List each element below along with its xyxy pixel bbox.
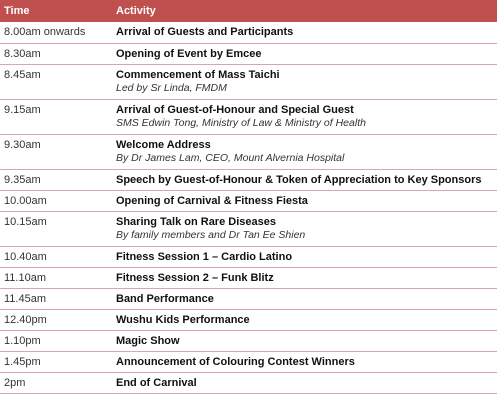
table-row (0, 288, 497, 309)
table-row (0, 134, 497, 169)
activity-subtitle: SMS Edwin Tong, Ministry of Law & Ministry of Health (116, 116, 366, 129)
activity-title: Fitness Session 1 – Cardio Latino (116, 250, 293, 263)
row-activity (108, 211, 497, 246)
table-row (0, 169, 497, 190)
table-row (0, 246, 497, 267)
row-time: 2pm (0, 372, 108, 393)
schedule-body (0, 22, 497, 393)
row-activity (108, 372, 497, 393)
row-time: 11.45am (0, 288, 108, 309)
schedule-header (0, 0, 497, 22)
activity-title: Opening of Event by Emcee (116, 47, 262, 60)
row-time: 11.10am (0, 267, 108, 288)
row-activity (108, 246, 497, 267)
row-time: 8.30am (0, 43, 108, 64)
activity-title: Announcement of Colouring Contest Winners (116, 355, 355, 368)
activity-subtitle: By family members and Dr Tan Ee Shien (116, 228, 306, 241)
table-row (0, 64, 497, 99)
activity-column-header: Activity (108, 0, 497, 22)
row-activity (108, 99, 497, 134)
row-activity (108, 190, 497, 211)
row-time: 9.30am (0, 134, 108, 169)
row-time: 8.45am (0, 64, 108, 99)
row-activity (108, 267, 497, 288)
activity-title: Arrival of Guest-of-Honour and Special Guest (116, 103, 354, 116)
activity-title: Sharing Talk on Rare Diseases (116, 215, 276, 228)
row-activity (108, 169, 497, 190)
row-activity (108, 288, 497, 309)
table-row (0, 372, 497, 393)
row-time: 12.40pm (0, 309, 108, 330)
activity-subtitle: By Dr James Lam, CEO, Mount Alvernia Hospital (116, 151, 345, 164)
row-activity (108, 351, 497, 372)
table-row (0, 351, 497, 372)
table-row (0, 211, 497, 246)
table-row (0, 99, 497, 134)
table-row (0, 330, 497, 351)
row-time: 9.15am (0, 99, 108, 134)
row-activity (108, 64, 497, 99)
row-time: 9.35am (0, 169, 108, 190)
activity-title: End of Carnival (116, 376, 197, 389)
row-activity (108, 330, 497, 351)
table-row (0, 190, 497, 211)
activity-title: Speech by Guest-of-Honour & Token of Appreciation to Key Sponsors (116, 173, 482, 186)
row-time: 1.10pm (0, 330, 108, 351)
header-row (0, 0, 497, 22)
activity-subtitle: Led by Sr Linda, FMDM (116, 81, 227, 94)
row-time: 8.00am onwards (0, 22, 108, 43)
table-row (0, 22, 497, 43)
table-row (0, 267, 497, 288)
activity-title: Commencement of Mass Taichi (116, 68, 280, 81)
table-row (0, 309, 497, 330)
row-time: 10.40am (0, 246, 108, 267)
activity-title: Band Performance (116, 292, 214, 305)
row-activity (108, 22, 497, 43)
activity-title: Wushu Kids Performance (116, 313, 250, 326)
activity-title: Welcome Address (116, 138, 211, 151)
activity-title: Arrival of Guests and Participants (116, 26, 294, 38)
row-activity (108, 43, 497, 64)
activity-title: Fitness Session 2 – Funk Blitz (116, 271, 274, 284)
time-column-header: Time (0, 0, 108, 22)
row-activity (108, 309, 497, 330)
table-row (0, 43, 497, 64)
row-time: 1.45pm (0, 351, 108, 372)
row-time: 10.15am (0, 211, 108, 246)
row-time: 10.00am (0, 190, 108, 211)
activity-title: Opening of Carnival & Fitness Fiesta (116, 194, 308, 207)
row-activity (108, 134, 497, 169)
activity-title: Magic Show (116, 334, 180, 347)
